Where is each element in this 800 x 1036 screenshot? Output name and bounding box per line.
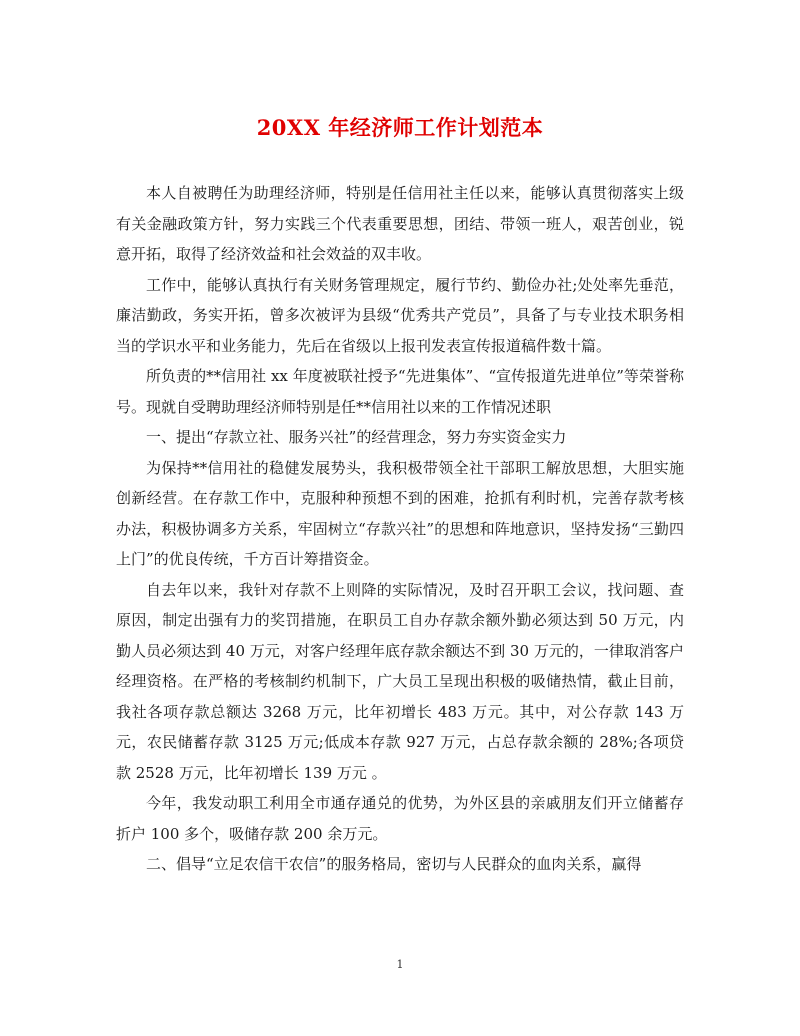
- section-heading-2: 二、倡导“立足农信干农信”的服务格局，密切与人民群众的血肉关系，赢得: [146, 855, 642, 873]
- page-number: 1: [396, 958, 404, 971]
- paragraph-work: 工作中，能够认真执行有关财务管理规定，履行节约、勤俭办社;处处率先垂范，廉洁勤政，务实开拓，曾多次被评为县级“优秀共产党员”，具备了与专业技术职务相当的学识水平和业务能力，先后在省级以上报刊发表宣传报道稿件数十篇。: [116, 275, 684, 355]
- document-title: 20XX 年经济师工作计划范本: [256, 115, 544, 140]
- paragraph-measures: 自去年以来，我针对存款不上则降的实际情况，及时召开职工会议，找问题、查原因，制定出强有力的奖罚措施，在职员工自办存款余额外勤必须达到 50 万元，内勤人员必须达到 40 万元，对客户经理年底存款余额达不到 30 万元的，一律取消客户经理资格。在严格的考核制约机制下，广大员工呈现出积极的吸储热情，截止目前，我社各项存款总额达 3268 万元，比年初增长 483 万元。其中，对公存款 143 万元，农民储蓄存款 3125 万元;低成本存款 927 万元，占总存款余额的 28%;各项贷款 2528 万元，比年初增长 139 万元 。: [116, 580, 684, 782]
- paragraph-honors: 所负责的**信用社 xx 年度被联社授予“先进集体”、“宣传报道先进单位”等荣誉称号。现就自受聘助理经济师特别是任**信用社以来的工作情况述职: [116, 367, 684, 416]
- section-heading-1: 一、提出“存款立社、服务兴社”的经营理念，努力夯实资金实力: [146, 428, 567, 446]
- paragraph-intro: 本人自被聘任为助理经济师，特别是任信用社主任以来，能够认真贯彻落实上级有关金融政策方针，努力实践三个代表重要思想，团结、带领一班人，艰苦创业，锐意开拓，取得了经济效益和社会效益的双丰收。: [116, 184, 684, 263]
- paragraph-this-year: 今年，我发动职工利用全市通存通兑的优势，为外区县的亲戚朋友们开立储蓄存折户 100 多个，吸储存款 200 余万元。: [116, 794, 684, 843]
- paragraph-deposits: 为保持**信用社的稳健发展势头，我积极带领全社干部职工解放思想，大胆实施创新经营。在存款工作中，克服种种预想不到的困难，抢抓有利时机，完善存款考核办法，积极协调多方关系，牢固树立“存款兴社”的思想和阵地意识，坚持发扬“三勤四上门”的优良传统，千方百计筹措资金。: [116, 458, 684, 568]
- document-body: [116, 178, 684, 880]
